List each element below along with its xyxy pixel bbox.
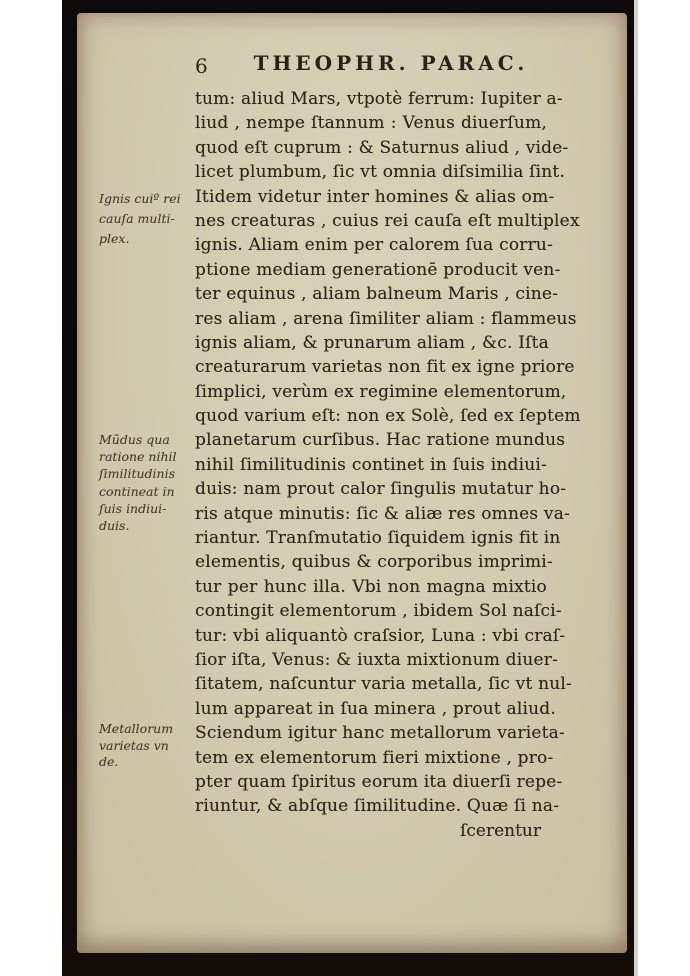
margin-note-ignis [99,189,193,249]
margin-note-line: cauſa multi- [99,211,175,226]
margin-note-metallorum [99,721,193,771]
text-line: lum appareat in ſua minera , prout aliud. [195,698,556,719]
text-line: ſimplici, verùm ex regimine elementorum, [195,381,567,402]
margin-note-line: de. [99,754,119,769]
text-line: elementis, quibus & corporibus imprimi- [195,552,553,573]
text-line: duis: nam prout calor ſingulis mutatur ho- [195,479,567,500]
text-line: contingit elementorum , ibidem Sol naſci- [195,601,562,622]
catchword: ſcerentur [460,820,541,841]
margin-note-line: ratione nihil [99,449,177,465]
text-line: ter equinus , aliam balneum Maris , cine- [195,284,559,305]
text-line: ignis aliam, & prunarum aliam , &c. Iſta [195,332,549,353]
margin-note-line: Mũdus qua [99,432,170,447]
book-page [77,13,627,953]
text-line: Itidem videtur inter homines & alias om- [195,186,555,207]
margin-note-line: Metallorum [99,721,174,736]
text-line: licet plumbum, ſic vt omnia diſsimilia ſint. [195,162,566,183]
scan-background [62,0,638,976]
main-text-block [195,87,581,843]
text-line: ptione mediam generationē producit ven- [195,259,561,280]
page-header [195,51,547,79]
text-line: res aliam , arena ſimiliter aliam : flammeus [195,308,577,329]
text-line: ſior iſta, Venus: & iuxta mixtionum diuer- [195,649,559,670]
text-line: ignis. Aliam enim per calorem ſua corru- [195,235,554,256]
text-line: creaturarum varietas non fit ex igne priore [195,357,575,378]
text-line: ris atque minutis: ſic & aliæ res omnes va- [195,503,571,524]
margin-note-line: Ignis cuiº rei [99,191,181,206]
text-line: planetarum curſibus. Hac ratione mundus [195,430,566,451]
text-line: riuntur, & abſque ſimilitudine. Quæ ſi na- [195,796,560,817]
text-line: tur: vbi aliquantò craſsior, Luna : vbi craſ- [195,625,566,646]
margin-note-mundus [99,431,193,534]
text-line: nihil ſimilitudinis continet in ſuis indiui- [195,454,547,475]
text-line: riantur. Tranſmutatio ſiquidem ignis fit in [195,528,561,549]
text-line: quod varium eſt: non ex Solè, ſed ex ſeptem [195,406,581,427]
text-line: tum: aliud Mars, vtpotè ferrum: Iupiter a- [195,89,563,109]
margin-note-line: duis. [99,518,130,534]
text-line: liud , nempe ſtannum : Venus diuerſum, [195,113,547,134]
margin-note-line: contineat in [99,483,175,499]
margin-note-line: ſuis indiui- [99,500,167,516]
margin-note-line: varietas vn [99,737,169,753]
margin-note-line: plex. [99,231,130,246]
text-line: tem ex elementorum fieri mixtione , pro- [195,747,554,768]
margin-note-line: ſimilitudinis [99,466,176,482]
text-line: nes creaturas , cuius rei cauſa eſt multiplex [195,210,580,231]
text-line: pter quam ſpiritus eorum ita diuerſi repe- [195,771,563,792]
text-line: Sciendum igitur hanc metallorum varieta- [195,723,565,744]
page-number: 6 [195,54,208,78]
text-line: ſitatem, naſcuntur varia metalla, ſic vt nul- [195,674,572,695]
text-line: tur per hunc illa. Vbi non magna mixtio [195,576,547,597]
text-line: quod eſt cuprum : & Saturnus aliud , vide- [195,137,569,158]
running-title: THEOPHR. PARAC. [253,51,529,75]
